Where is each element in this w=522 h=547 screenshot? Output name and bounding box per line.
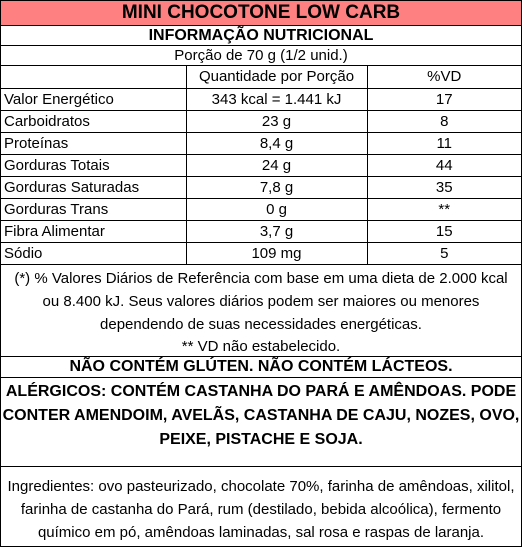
- nutrient-quantity: 3,7 g: [186, 220, 367, 242]
- product-title: MINI CHOCOTONE LOW CARB: [1, 1, 521, 26]
- divider: [1, 456, 521, 467]
- nutrient-vd: 5: [367, 242, 521, 264]
- nutrient-name: Fibra Alimentar: [1, 220, 186, 242]
- nutrient-quantity: 8,4 g: [186, 132, 367, 154]
- table-header-row: [1, 66, 521, 88]
- nutrient-name: Gorduras Trans: [1, 198, 186, 220]
- table-row: [1, 198, 521, 220]
- nutrition-table: [1, 66, 521, 265]
- gluten-lactose-warning: NÃO CONTÉM GLÚTEN. NÃO CONTÉM LÁCTEOS.: [1, 357, 521, 378]
- nutrient-vd: 35: [367, 176, 521, 198]
- allergen-warning: ALÉRGICOS: CONTÉM CASTANHA DO PARÁ E AMÊNDOAS. PODE CONTER AMENDOIM, AVELÃS, CASTANHA DE CAJU, NOZES, OVO, PEIXE, PISTACHE E SOJA.: [2, 382, 520, 448]
- header-nutrient: [1, 66, 186, 88]
- portion-size: Porção de 70 g (1/2 unid.): [1, 46, 521, 66]
- nutrient-vd: 44: [367, 154, 521, 176]
- nutrient-quantity: 109 mg: [186, 242, 367, 264]
- table-row: [1, 176, 521, 198]
- nutrient-name: Proteínas: [1, 132, 186, 154]
- table-row: [1, 132, 521, 154]
- daily-values-footnote: (*) % Valores Diários de Referência com base em uma dieta de 2.000 kcal ou 8.400 kJ. Seus valores diários podem ser maiores ou menores dependendo de suas necessidades energéticas.: [14, 269, 508, 333]
- nutrient-vd: 8: [367, 110, 521, 132]
- table-row: [1, 110, 521, 132]
- nutrient-name: Gorduras Saturadas: [1, 176, 186, 198]
- nutrient-quantity: 0 g: [186, 198, 367, 220]
- nutrient-name: Carboidratos: [1, 110, 186, 132]
- nutrient-quantity: 23 g: [186, 110, 367, 132]
- header-quantity: Quantidade por Porção: [186, 66, 367, 88]
- section-title: INFORMAÇÃO NUTRICIONAL: [1, 26, 521, 46]
- table-row: [1, 220, 521, 242]
- nutrient-quantity: 24 g: [186, 154, 367, 176]
- ingredients-list: Ingredientes: ovo pasteurizado, chocolate 70%, farinha de amêndoas, xilitol, farinha de castanha do Pará, rum (destilado, bebida alcoólica), fermento químico em pó, amêndoas laminadas, sal rosa e raspas de laranja.: [7, 477, 515, 541]
- header-vd: %VD: [367, 66, 521, 88]
- table-row: [1, 242, 521, 264]
- table-row: [1, 154, 521, 176]
- nutrient-name: Gorduras Totais: [1, 154, 186, 176]
- nutrient-vd: 11: [367, 132, 521, 154]
- nutrient-name: Valor Energético: [1, 88, 186, 110]
- table-row: [1, 88, 521, 110]
- vd-not-established-note: ** VD não estabelecido.: [1, 337, 521, 357]
- nutrient-vd: 15: [367, 220, 521, 242]
- nutrient-quantity: 7,8 g: [186, 176, 367, 198]
- nutrient-quantity: 343 kcal = 1.441 kJ: [186, 88, 367, 110]
- nutrient-vd: **: [367, 198, 521, 220]
- nutrient-vd: 17: [367, 88, 521, 110]
- nutrient-name: Sódio: [1, 242, 186, 264]
